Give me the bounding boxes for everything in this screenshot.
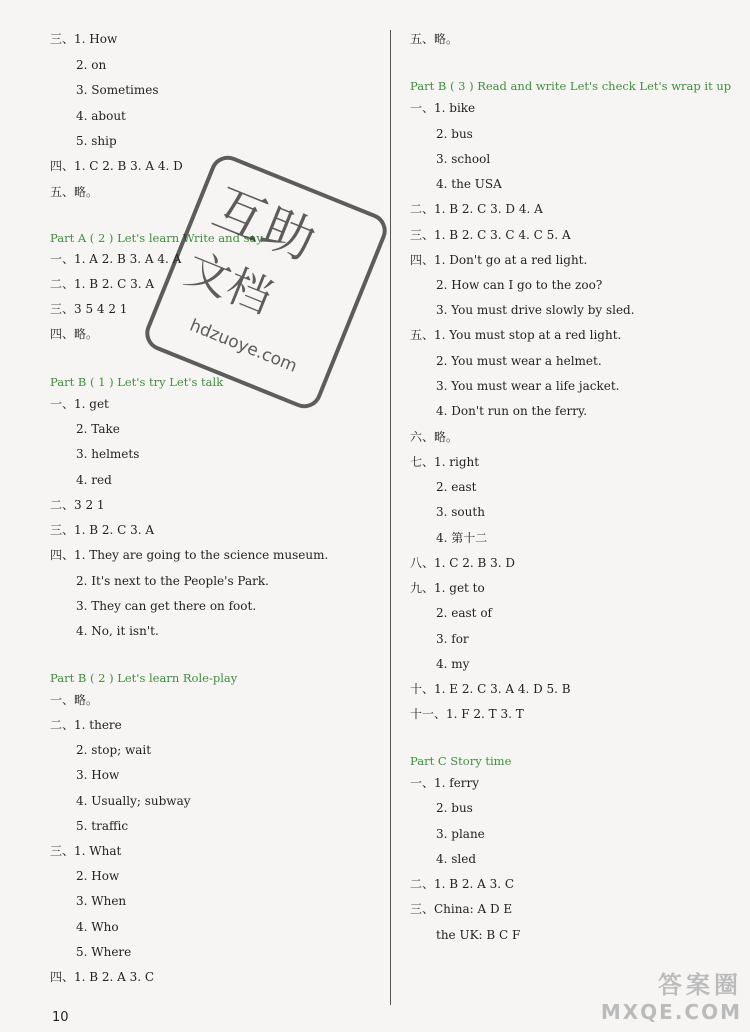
answer-line: 4. about	[76, 109, 126, 123]
corner-stamp	[601, 965, 742, 1024]
answer-line: 3. You must drive slowly by sled.	[436, 303, 635, 317]
answer-line: 2. east of	[436, 606, 492, 620]
answer-line: 五、略。	[410, 32, 459, 46]
section-heading: Part B ( 2 ) Let's learn Role-play	[50, 671, 238, 685]
answer-line: 六、略。	[410, 430, 459, 444]
watermark-url: hdzuoye.com	[186, 315, 300, 377]
answer-line: 一、1. A 2. B 3. A 4. A	[50, 252, 182, 266]
answer-line: 十一、1. F 2. T 3. T	[410, 707, 524, 721]
answer-line: 2. bus	[436, 801, 473, 815]
answer-line: 5. Where	[76, 945, 132, 959]
answer-line: 4. 第十二	[436, 531, 488, 545]
answer-line: 4. Don't run on the ferry.	[436, 404, 588, 418]
answer-line: 二、1. B 2. C 3. D 4. A	[410, 202, 543, 216]
answer-line: 五、1. You must stop at a red light.	[410, 328, 622, 342]
answer-line: 一、略。	[50, 693, 99, 707]
answer-line: 2. Take	[76, 422, 120, 436]
answer-line: 四、1. Don't go at a red light.	[410, 253, 588, 267]
answer-line: 2. on	[76, 58, 107, 72]
answer-line: 4. Who	[76, 920, 119, 934]
section-heading: Part A ( 2 ) Let's learn Write and say	[50, 231, 263, 245]
answer-line: 3. for	[436, 632, 469, 646]
answer-line: 三、1. How	[50, 32, 118, 46]
answer-line: 3. Sometimes	[76, 83, 159, 97]
answer-line: 五、略。	[50, 185, 99, 199]
answer-line: 十、1. E 2. C 3. A 4. D 5. B	[410, 682, 571, 696]
answer-line: 3. You must wear a life jacket.	[436, 379, 620, 393]
answer-line: 3. helmets	[76, 447, 140, 461]
section-heading: Part C Story time	[410, 754, 512, 768]
answer-line: 二、1. there	[50, 718, 122, 732]
answer-line: 4. red	[76, 473, 112, 487]
answer-line: 三、1. What	[50, 844, 122, 858]
answer-line: 2. You must wear a helmet.	[436, 354, 602, 368]
answer-line: 九、1. get to	[410, 581, 485, 595]
answer-line: 3. When	[76, 894, 127, 908]
answer-line: 七、1. right	[410, 455, 480, 469]
answer-line: 3. school	[436, 152, 491, 166]
answer-line: 三、1. B 2. C 3. A	[50, 523, 155, 537]
answer-line: 4. my	[436, 657, 470, 671]
page-number: 10	[52, 1010, 69, 1025]
answer-line: 三、China: A D E	[410, 902, 513, 916]
answer-line: 三、1. B 2. C 3. C 4. C 5. A	[410, 228, 571, 242]
answer-line: 2. How	[76, 869, 120, 883]
corner-stamp-line2: MXQE.COM	[600, 1000, 742, 1024]
answer-line: 5. traffic	[76, 819, 129, 833]
corner-stamp-line1: 答案圈	[658, 971, 742, 999]
answer-line: 4. Usually; subway	[76, 794, 191, 808]
answer-line: 二、1. B 2. C 3. A	[50, 277, 155, 291]
answer-line: the UK: B C F	[436, 928, 521, 942]
answer-line: 3. How	[76, 768, 120, 782]
answer-line: 四、1. They are going to the science museum.	[50, 548, 329, 562]
answer-line: 3. plane	[436, 827, 485, 841]
answer-line: 二、1. B 2. A 3. C	[410, 877, 515, 891]
column-divider	[390, 30, 391, 1005]
section-heading: Part B ( 1 ) Let's try Let's talk	[50, 375, 224, 389]
answer-line: 2. stop; wait	[76, 743, 152, 757]
section-heading: Part B ( 3 ) Read and write Let's check Let's wrap it up	[410, 79, 732, 93]
answer-line: 二、3 2 1	[50, 498, 105, 512]
answer-line: 一、1. ferry	[410, 776, 480, 790]
answer-line: 三、3 5 4 2 1	[50, 302, 128, 316]
watermark-line2: 文档	[178, 243, 280, 324]
answer-line: 2. How can I go to the zoo?	[436, 278, 603, 292]
answer-line: 5. ship	[76, 134, 117, 148]
answer-line: 3. They can get there on foot.	[76, 599, 257, 613]
answer-line: 4. sled	[436, 852, 477, 866]
answer-line: 3. south	[436, 505, 485, 519]
answer-line: 4. No, it isn't.	[76, 624, 159, 638]
watermark-line1: 互助	[204, 177, 324, 273]
answer-line: 一、1. bike	[410, 101, 476, 115]
answer-line: 2. bus	[436, 127, 473, 141]
answer-line: 2. east	[436, 480, 477, 494]
answer-line: 四、1. C 2. B 3. A 4. D	[50, 159, 183, 173]
answer-line: 四、1. B 2. A 3. C	[50, 970, 155, 984]
answer-line: 八、1. C 2. B 3. D	[410, 556, 516, 570]
answer-line: 一、1. get	[50, 397, 109, 411]
answer-line: 2. It's next to the People's Park.	[76, 574, 269, 588]
answer-line: 四、略。	[50, 327, 99, 341]
answer-line: 4. the USA	[436, 177, 502, 191]
